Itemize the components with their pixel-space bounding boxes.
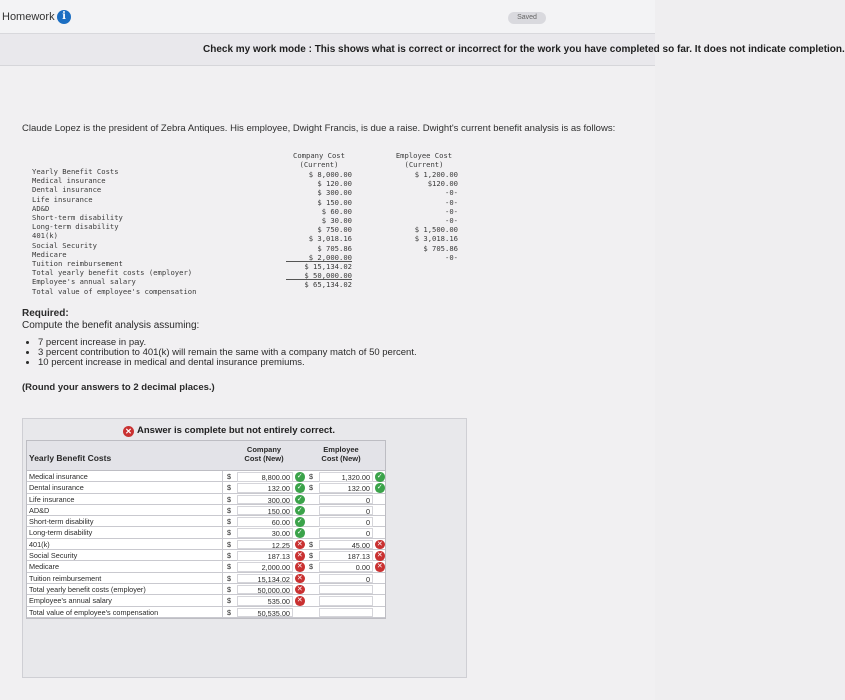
original-employee-value: $120.00 bbox=[427, 179, 458, 189]
company-cost-input[interactable]: 50,000.00 bbox=[237, 585, 293, 595]
company-cost-input[interactable]: 300.00 bbox=[237, 495, 293, 505]
original-company-value: $ 3,018.16 bbox=[308, 234, 352, 244]
currency-symbol: $ bbox=[227, 584, 232, 594]
currency-symbol: $ bbox=[227, 607, 232, 617]
original-company-value: $ 8,000.00 bbox=[308, 170, 352, 179]
header-employee-cost bbox=[311, 445, 371, 463]
original-employee-value bbox=[394, 262, 458, 271]
company-cost-input[interactable]: 12.25 bbox=[237, 540, 293, 550]
original-company-value: $ 15,134.02 bbox=[304, 261, 352, 271]
original-employee-value: -0- bbox=[445, 188, 458, 198]
original-employee-value: $ 705.86 bbox=[423, 243, 458, 253]
company-current-subheader: (Current) bbox=[299, 159, 339, 169]
original-company-value: $ 2,000.00 bbox=[286, 253, 352, 262]
x-circle-icon: ✕ bbox=[123, 426, 134, 437]
x-circle-icon: ✕ bbox=[296, 574, 303, 582]
answer-status-banner bbox=[123, 425, 335, 437]
x-circle-icon: ✕ bbox=[296, 597, 303, 605]
row-label: Dental insurance bbox=[27, 482, 223, 492]
answer-status-text: Answer is complete but not entirely correct. bbox=[137, 425, 335, 436]
employee-cost-input[interactable] bbox=[319, 596, 373, 606]
row-label: Social Security bbox=[27, 550, 223, 560]
currency-symbol: $ bbox=[309, 551, 314, 561]
original-labels bbox=[32, 167, 196, 296]
table-row bbox=[27, 573, 385, 584]
original-employee-value: -0- bbox=[445, 197, 458, 207]
employee-cost-input[interactable]: 0 bbox=[319, 517, 373, 527]
original-row-label: Medicare bbox=[32, 249, 67, 259]
original-company-value: $ 300.00 bbox=[317, 188, 352, 198]
problem-text: Claude Lopez is the president of Zebra Antiques. His employee, Dwight Francis, is due a raise. Dwight's current benefit analysis is as follows: bbox=[22, 123, 616, 134]
currency-symbol: $ bbox=[227, 596, 232, 606]
employee-cost-input[interactable] bbox=[319, 608, 373, 618]
original-employee-value: $ 1,200.00 bbox=[414, 170, 458, 179]
original-company-value: $ 150.00 bbox=[317, 197, 352, 207]
row-label: Medical insurance bbox=[27, 471, 223, 481]
original-company-value: $ 65,134.02 bbox=[304, 280, 352, 290]
table-row bbox=[27, 527, 385, 538]
employee-cost-input[interactable]: 132.00 bbox=[319, 483, 373, 493]
rounding-note: (Round your answers to 2 decimal places.) bbox=[22, 382, 215, 393]
x-circle-icon: ✕ bbox=[296, 585, 303, 593]
employee-cost-input[interactable]: 45.00 bbox=[319, 540, 373, 550]
x-circle-icon: ✕ bbox=[296, 552, 303, 560]
employee-cost-input[interactable]: 0 bbox=[319, 574, 373, 584]
original-row-label: Short-term disability bbox=[32, 213, 123, 223]
x-circle-icon: ✕ bbox=[296, 540, 303, 548]
header-company-line: Cost (New) bbox=[244, 454, 284, 463]
table-row bbox=[27, 471, 385, 482]
original-employee-values bbox=[394, 170, 458, 289]
required-title: Required: bbox=[22, 308, 69, 319]
check-circle-icon: ✓ bbox=[376, 473, 383, 480]
original-row-label: Long-term disability bbox=[32, 222, 119, 232]
assumption-item: • 3 percent contribution to 401(k) will remain the same with a company match of 50 percent. bbox=[38, 348, 417, 358]
top-bar bbox=[0, 0, 655, 34]
currency-symbol: $ bbox=[309, 472, 314, 481]
check-circle-icon: ✓ bbox=[296, 473, 303, 480]
original-row-label: Dental insurance bbox=[32, 185, 102, 195]
company-cost-input[interactable]: 187.13 bbox=[237, 551, 293, 561]
original-employee-value bbox=[394, 271, 458, 280]
table-row bbox=[27, 516, 385, 527]
original-employee-value: $ 1,500.00 bbox=[414, 225, 458, 235]
original-row-label: Medical insurance bbox=[32, 176, 106, 186]
mode-banner bbox=[0, 34, 845, 66]
company-cost-input[interactable]: 2,000.00 bbox=[237, 562, 293, 572]
company-cost-input[interactable]: 15,134.02 bbox=[237, 574, 293, 584]
currency-symbol: $ bbox=[227, 505, 232, 515]
currency-symbol: $ bbox=[227, 494, 232, 504]
check-circle-icon: ✓ bbox=[296, 529, 303, 537]
original-employee-value: -0- bbox=[445, 252, 458, 262]
x-circle-icon: ✕ bbox=[376, 563, 383, 571]
employee-cost-input[interactable] bbox=[319, 585, 373, 595]
header-company-cost bbox=[234, 445, 294, 463]
original-company-value: $ 705.86 bbox=[317, 243, 352, 253]
currency-symbol: $ bbox=[227, 528, 232, 538]
original-row-label: 401(k) bbox=[32, 231, 58, 241]
info-icon[interactable]: i bbox=[57, 10, 71, 24]
currency-symbol: $ bbox=[227, 562, 232, 572]
original-row-label: AD&D bbox=[32, 203, 50, 213]
original-row-label: Total yearly benefit costs (employer) bbox=[32, 268, 193, 278]
row-label: Short-term disability bbox=[27, 516, 223, 526]
saved-badge: Saved bbox=[508, 12, 546, 24]
currency-symbol: $ bbox=[227, 472, 232, 481]
row-label: AD&D bbox=[27, 505, 223, 515]
original-row-label: Total value of employee's compensation bbox=[32, 286, 197, 296]
currency-symbol: $ bbox=[309, 483, 314, 493]
company-cost-input[interactable]: 150.00 bbox=[237, 506, 293, 516]
row-label: 401(k) bbox=[27, 539, 223, 549]
required-subtitle: Compute the benefit analysis assuming: bbox=[22, 320, 200, 331]
company-current-header: Company Cost bbox=[293, 151, 345, 160]
currency-symbol: $ bbox=[309, 562, 314, 572]
header-employee-line: Employee bbox=[323, 445, 359, 454]
assumption-item: • 10 percent increase in medical and dental insurance premiums. bbox=[38, 358, 417, 368]
check-circle-icon: ✓ bbox=[296, 484, 303, 492]
original-row-label: Yearly Benefit Costs bbox=[32, 167, 119, 176]
assumption-list bbox=[22, 338, 417, 368]
original-employee-value bbox=[394, 280, 458, 289]
table-row bbox=[27, 561, 385, 572]
check-circle-icon: ✓ bbox=[296, 506, 303, 514]
check-circle-icon: ✓ bbox=[296, 495, 303, 503]
row-label: Employee's annual salary bbox=[27, 595, 223, 605]
employee-current-header: Employee Cost bbox=[395, 151, 453, 160]
original-company-value: $ 750.00 bbox=[317, 225, 352, 235]
answer-table-header bbox=[27, 441, 385, 471]
row-label: Total yearly benefit costs (employer) bbox=[27, 584, 223, 594]
original-company-value: $ 120.00 bbox=[317, 179, 352, 189]
row-label: Total value of employee's compensation bbox=[27, 607, 223, 617]
header-employee-line: Cost (New) bbox=[321, 454, 361, 463]
original-company-value: $ 30.00 bbox=[321, 215, 352, 225]
employee-cost-input[interactable]: 0.00 bbox=[319, 562, 373, 572]
employee-current-subheader: (Current) bbox=[404, 159, 444, 169]
table-row bbox=[27, 584, 385, 595]
company-cost-input[interactable]: 50,535.00 bbox=[237, 608, 293, 618]
header-company-line: Company bbox=[246, 445, 282, 454]
original-company-value: $ 50,000.00 bbox=[286, 271, 352, 280]
row-label: Tuition reimbursement bbox=[27, 573, 223, 583]
company-cost-input[interactable]: 535.00 bbox=[237, 596, 293, 606]
x-circle-icon: ✕ bbox=[296, 563, 303, 571]
check-circle-icon: ✓ bbox=[296, 518, 303, 526]
table-row bbox=[27, 482, 385, 493]
employee-cost-input[interactable]: 0 bbox=[319, 528, 373, 538]
mode-banner-text: Check my work mode : This shows what is correct or incorrect for the work you have completed so far. It does not indicate completion. bbox=[203, 44, 845, 55]
table-row bbox=[27, 550, 385, 561]
assignment-title: Homework bbox=[2, 11, 55, 23]
company-cost-input[interactable]: 30.00 bbox=[237, 528, 293, 538]
check-circle-icon: ✓ bbox=[376, 484, 383, 492]
original-employee-value: -0- bbox=[445, 215, 458, 225]
table-row bbox=[27, 494, 385, 505]
row-label: Life insurance bbox=[27, 494, 223, 504]
x-circle-icon: ✕ bbox=[376, 552, 383, 560]
currency-symbol: $ bbox=[227, 573, 232, 583]
header-yearly-benefit-costs: Yearly Benefit Costs bbox=[29, 453, 112, 463]
original-row-label: Tuition reimbursement bbox=[32, 259, 123, 269]
table-row bbox=[27, 595, 385, 606]
original-employee-value: $ 3,018.16 bbox=[414, 234, 458, 244]
table-row bbox=[27, 505, 385, 516]
original-employee-value: -0- bbox=[445, 206, 458, 216]
row-label: Medicare bbox=[27, 561, 223, 571]
table-row bbox=[27, 539, 385, 550]
original-row-label: Life insurance bbox=[32, 194, 93, 204]
assumption-item: • 7 percent increase in pay. bbox=[38, 338, 417, 348]
company-cost-input[interactable]: 132.00 bbox=[237, 483, 293, 493]
employee-cost-input[interactable]: 0 bbox=[319, 495, 373, 505]
employee-cost-input[interactable]: 1,320.00 bbox=[319, 472, 373, 482]
currency-symbol: $ bbox=[309, 539, 314, 549]
row-label: Long-term disability bbox=[27, 527, 223, 537]
employee-cost-input[interactable]: 0 bbox=[319, 506, 373, 516]
employee-cost-input[interactable]: 187.13 bbox=[319, 551, 373, 561]
original-row-label: Employee's annual salary bbox=[32, 277, 136, 287]
answer-rows bbox=[27, 471, 385, 618]
company-cost-input[interactable]: 8,800.00 bbox=[237, 472, 293, 482]
currency-symbol: $ bbox=[227, 517, 232, 527]
x-circle-icon: ✕ bbox=[376, 540, 383, 548]
required-section bbox=[22, 308, 417, 394]
original-company-values bbox=[286, 170, 352, 289]
original-row-label: Social Security bbox=[32, 240, 97, 250]
currency-symbol: $ bbox=[227, 551, 232, 561]
table-row bbox=[27, 607, 385, 618]
currency-symbol: $ bbox=[227, 483, 232, 493]
answer-table bbox=[26, 440, 386, 619]
currency-symbol: $ bbox=[227, 539, 232, 549]
original-company-value: $ 60.00 bbox=[321, 206, 352, 216]
company-cost-input[interactable]: 60.00 bbox=[237, 517, 293, 527]
